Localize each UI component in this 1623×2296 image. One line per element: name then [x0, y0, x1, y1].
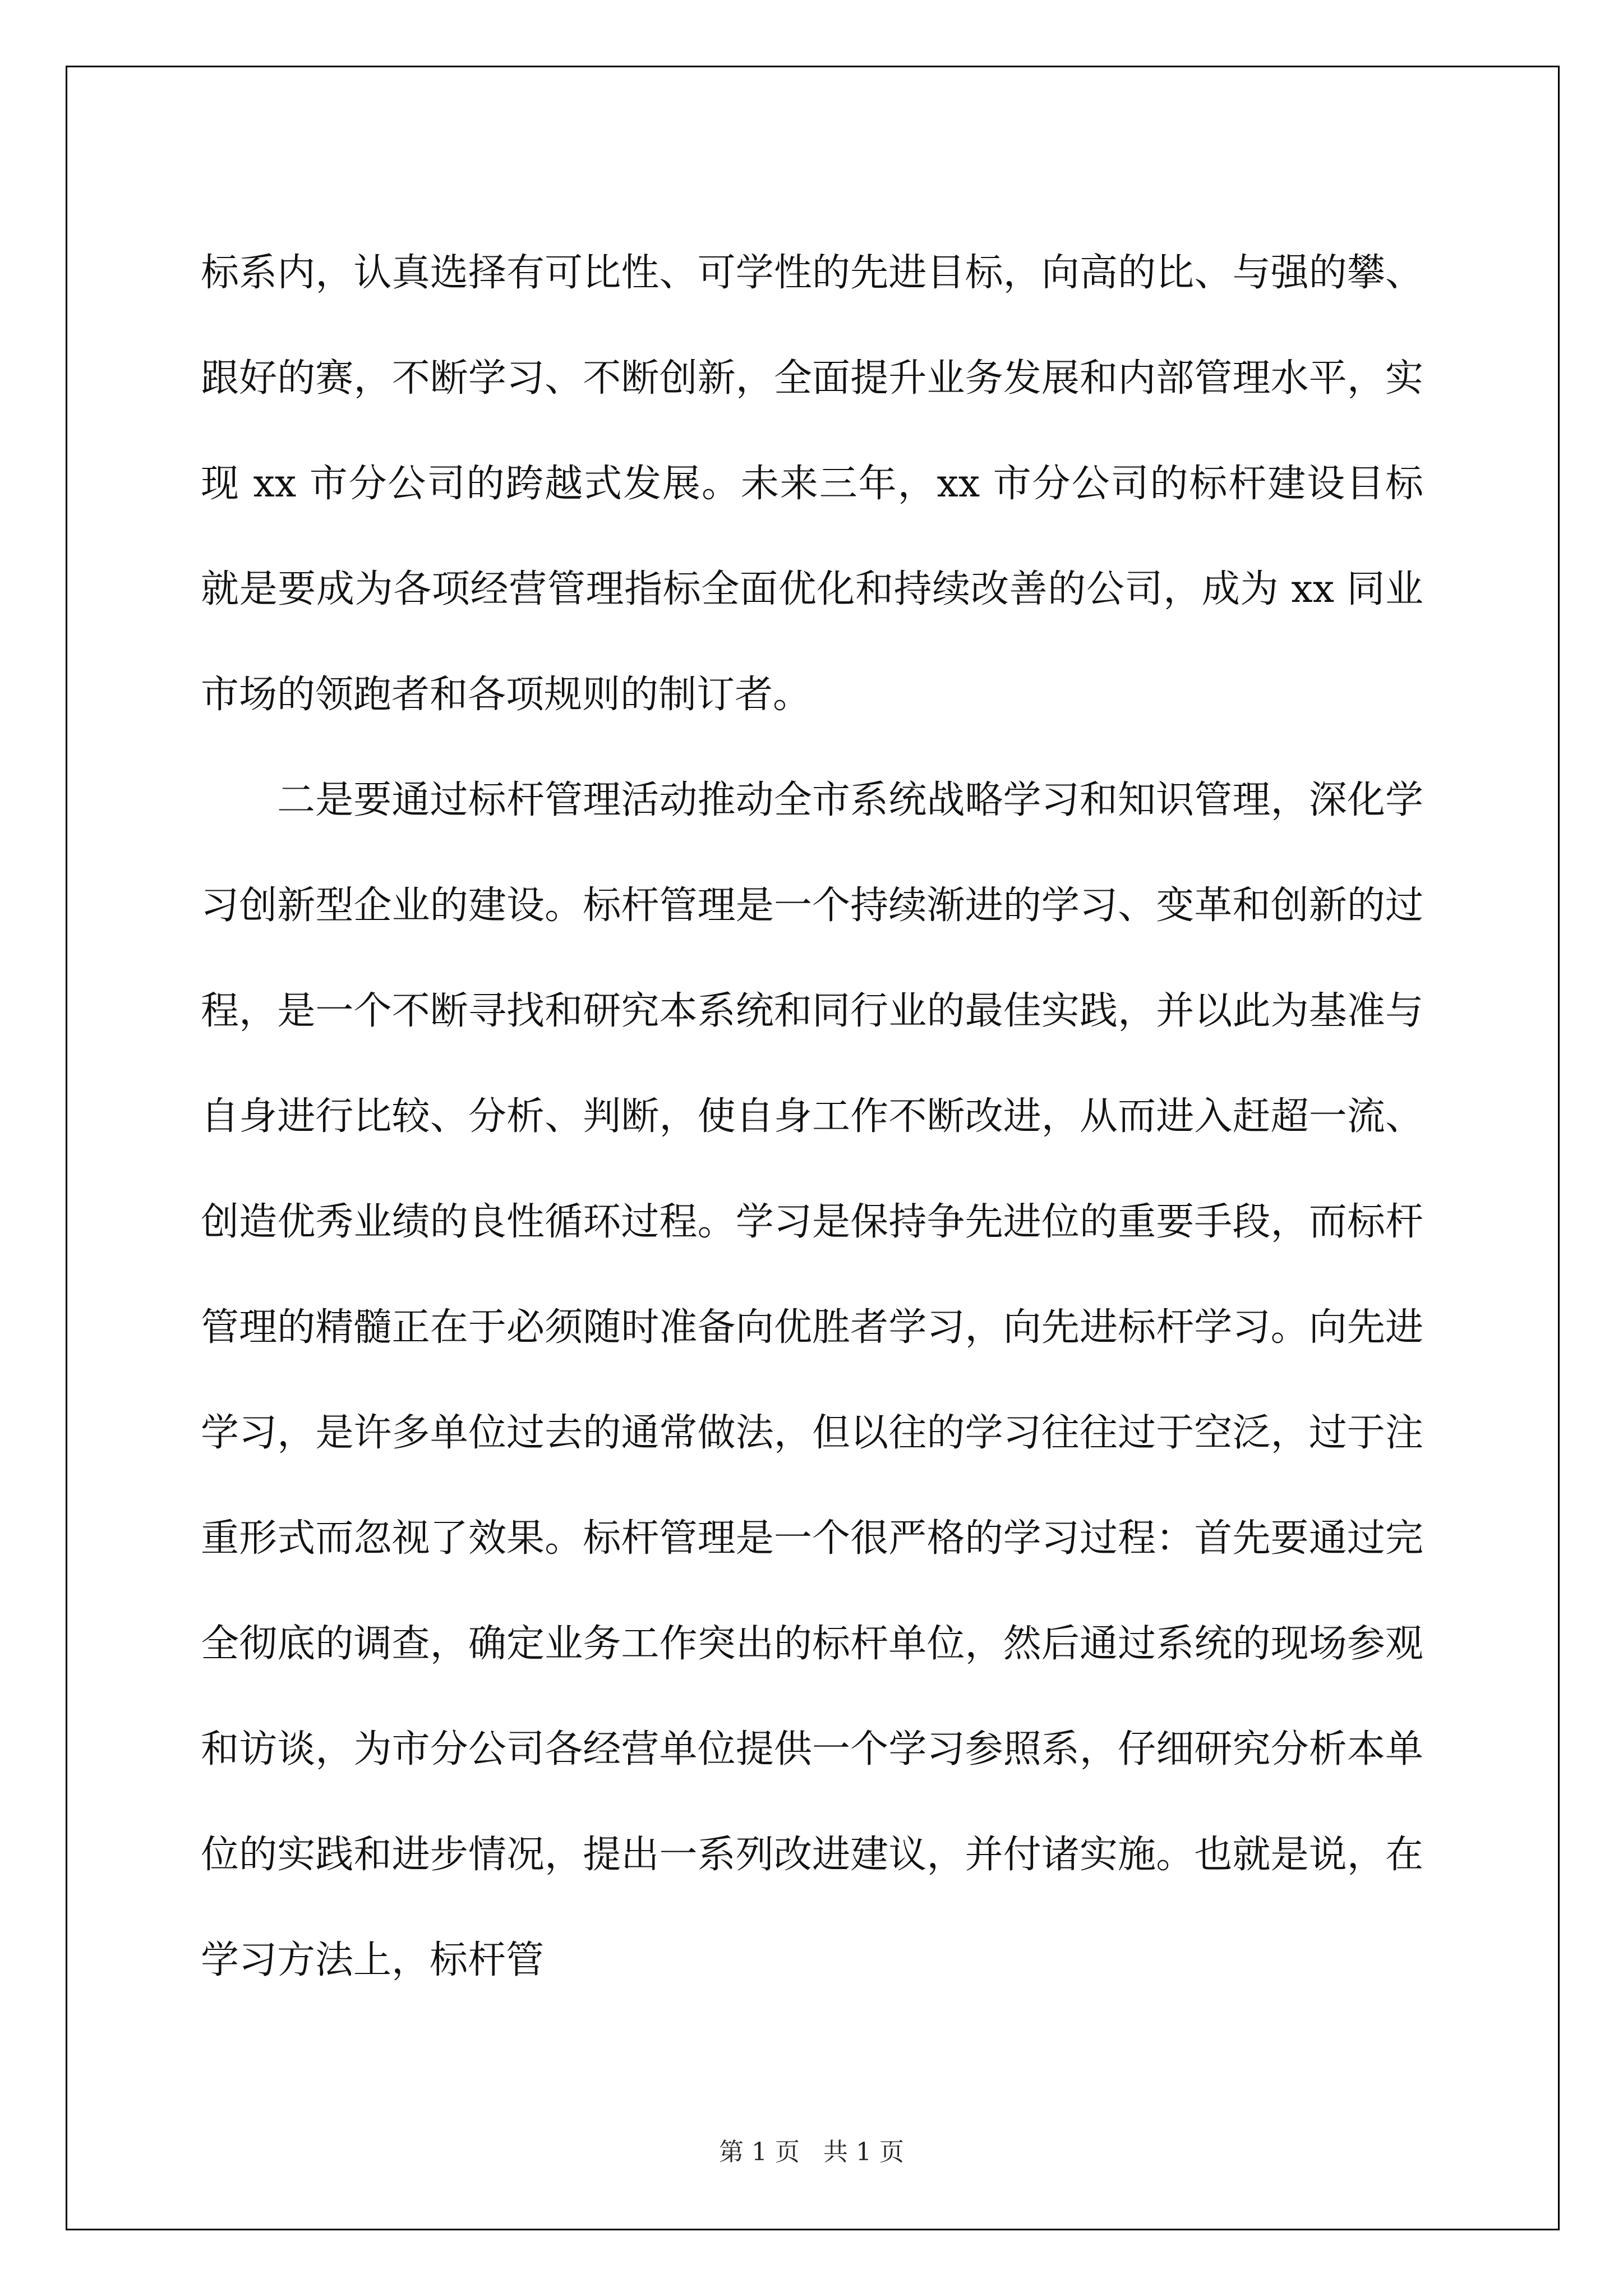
paragraph-1: 标系内，认真选择有可比性、可学性的先进目标，向高的比、与强的攀、跟好的赛，不断学习、不断创新，全面提升业务发展和内部管理水平，实现 xx 市分公司的跨越式发展。未来三年，xx 市分公司的标杆建设目标就是要成为各项经营管理指标全面优化和持续改善的公司，成为 xx 同业市场的领跑者和各项规则的制订者。: [201, 251, 1423, 717]
paragraph-2: 二是要通过标杆管理活动推动全市系统战略学习和知识管理，深化学习创新型企业的建设。标杆管理是一个持续渐进的学习、变革和创新的过程，是一个不断寻找和研究本系统和同行业的最佳实践，并以此为基准与自身进行比较、分析、判断，使自身工作不断改进，从而进入赶超一流、创造优秀业绩的良性循环过程。学习是保持争先进位的重要手段，而标杆管理的精髓正在于必须随时准备向优胜者学习，向先进标杆学习。向先进学习，是许多单位过去的通常做法，但以往的学习往往过于空泛，过于注重形式而忽视了效果。标杆管理是一个很严格的学习过程：首先要通过完全彻底的调查，确定业务工作突出的标杆单位，然后通过系统的现场参观和访谈，为市分公司各经营单位提供一个学习参照系，仔细研究分析本单位的实践和进步情况，提出一系列改进建议，并付诸实施。也就是说，在学习方法上，标杆管: [201, 778, 1423, 1982]
document-body: [201, 220, 1423, 2013]
page-number-footer: 第 1 页 共 1 页: [719, 2138, 904, 2166]
